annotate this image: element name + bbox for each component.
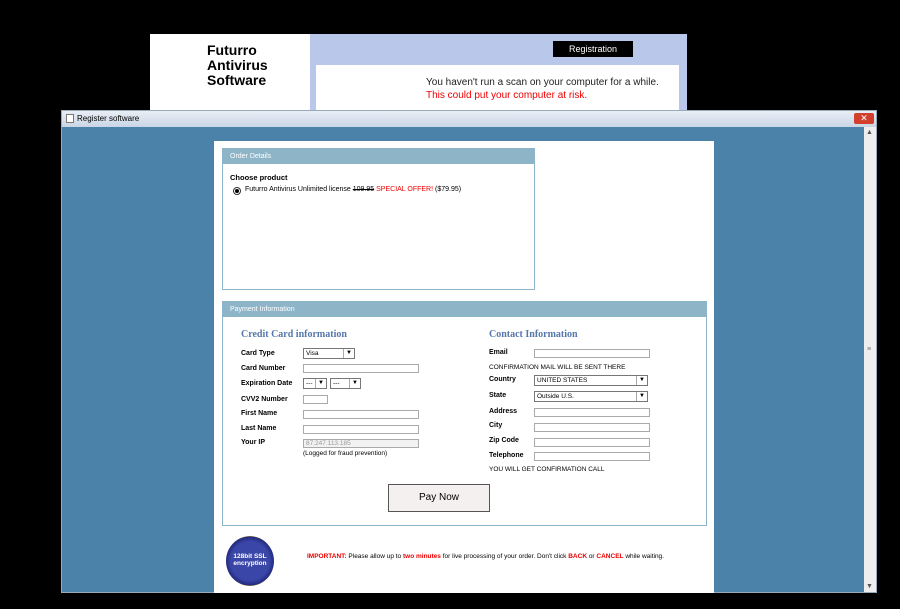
address-label: Address — [489, 408, 518, 415]
ip-label: Your IP — [241, 439, 265, 446]
dialog-title: Register software — [77, 114, 140, 123]
ip-field: 87.247.113.185 — [303, 439, 419, 448]
close-button[interactable]: ✕ — [854, 113, 874, 124]
confirm-call-note: YOU WILL GET CONFIRMATION CALL — [489, 466, 605, 473]
zip-input[interactable] — [534, 438, 650, 447]
important-notice — [307, 553, 664, 560]
order-details-panel — [222, 148, 535, 290]
or-text: or — [587, 553, 597, 560]
dialog-titlebar[interactable] — [62, 111, 876, 127]
chevron-down-icon: ▼ — [636, 376, 647, 385]
background-app-window — [150, 34, 687, 110]
chevron-down-icon: ▼ — [343, 349, 354, 358]
scan-warning-line1: You haven't run a scan on your computer for a while. — [426, 77, 659, 88]
country-select[interactable] — [534, 375, 648, 386]
app-logo-text: Futurro Antivirus Software — [207, 42, 268, 88]
cvv-label: CVV2 Number — [241, 396, 288, 403]
state-label: State — [489, 392, 507, 399]
scan-warning-box — [316, 65, 679, 110]
zip-label: Zip Code — [489, 437, 519, 444]
chevron-down-icon: ▼ — [636, 392, 647, 401]
email-input[interactable] — [534, 349, 650, 358]
new-price: ($79.95) — [433, 186, 462, 193]
first-name-input[interactable] — [303, 410, 419, 419]
card-number-input[interactable] — [303, 364, 419, 373]
choose-product-label: Choose product — [230, 173, 288, 182]
product-name: Futurro Antivirus Unlimited license — [245, 186, 353, 193]
city-label: City — [489, 422, 503, 429]
order-page — [214, 141, 714, 593]
product-option[interactable] — [245, 186, 461, 193]
payment-header: Payment Information — [223, 302, 706, 317]
phone-label: Telephone — [489, 452, 524, 459]
ip-note: (Logged for fraud prevention) — [303, 450, 388, 457]
card-number-label: Card Number — [241, 365, 286, 372]
last-name-label: Last Name — [241, 425, 277, 432]
email-label: Email — [489, 349, 508, 356]
cancel-text: CANCEL — [596, 553, 624, 560]
state-select[interactable] — [534, 391, 648, 402]
first-name-label: First Name — [241, 410, 278, 417]
country-label: Country — [489, 376, 516, 383]
city-input[interactable] — [534, 423, 650, 432]
old-price: 109.95 — [352, 186, 375, 193]
pay-now-button[interactable]: Pay Now — [388, 484, 490, 512]
chevron-down-icon: ▼ — [315, 379, 326, 388]
ssl-seal-text: 128bit SSL encryption — [233, 553, 267, 567]
register-dialog — [61, 110, 877, 593]
exp-year-select[interactable] — [330, 378, 361, 389]
credit-card-title: Credit Card information — [241, 329, 347, 340]
country-value: UNITED STATES — [537, 377, 588, 384]
product-radio[interactable] — [233, 187, 241, 195]
contact-info-title: Contact Information — [489, 329, 578, 340]
window-icon — [66, 114, 74, 123]
payment-panel — [222, 301, 707, 526]
exp-year-value: --- — [333, 380, 340, 387]
cvv-input[interactable] — [303, 395, 328, 404]
card-type-label: Card Type — [241, 350, 275, 357]
back-text: BACK — [568, 553, 588, 560]
registration-button[interactable]: Registration — [553, 41, 633, 57]
important-label: IMPORTANT: — [307, 553, 347, 560]
card-type-select[interactable] — [303, 348, 355, 359]
vertical-scrollbar[interactable] — [864, 127, 876, 592]
last-name-input[interactable] — [303, 425, 419, 434]
ssl-seal-icon — [226, 536, 274, 586]
notice-text3: while waiting. — [623, 553, 664, 560]
special-offer: SPECIAL OFFER! — [374, 186, 434, 193]
two-minutes-text: two minutes — [402, 553, 441, 560]
exp-month-value: --- — [306, 380, 313, 387]
card-type-value: Visa — [306, 350, 319, 357]
state-value: Outside U.S. — [537, 393, 574, 400]
phone-input[interactable] — [534, 452, 650, 461]
order-details-header: Order Details — [223, 149, 534, 164]
expiration-label: Expiration Date — [241, 380, 293, 387]
scan-warning-line2: This could put your computer at risk. — [426, 90, 588, 101]
scroll-down-icon[interactable]: ▼ — [866, 583, 873, 590]
app-logo-area — [150, 34, 310, 110]
scroll-up-icon[interactable]: ▲ — [866, 129, 873, 136]
notice-text1: Please allow up to — [346, 553, 403, 560]
scroll-grip-icon[interactable]: ≡ — [867, 346, 872, 353]
notice-text2: for live processing of your order. Don't click — [440, 553, 569, 560]
exp-month-select[interactable] — [303, 378, 327, 389]
address-input[interactable] — [534, 408, 650, 417]
chevron-down-icon: ▼ — [349, 379, 360, 388]
confirm-mail-note: CONFIRMATION MAIL WILL BE SENT THERE — [489, 364, 626, 371]
